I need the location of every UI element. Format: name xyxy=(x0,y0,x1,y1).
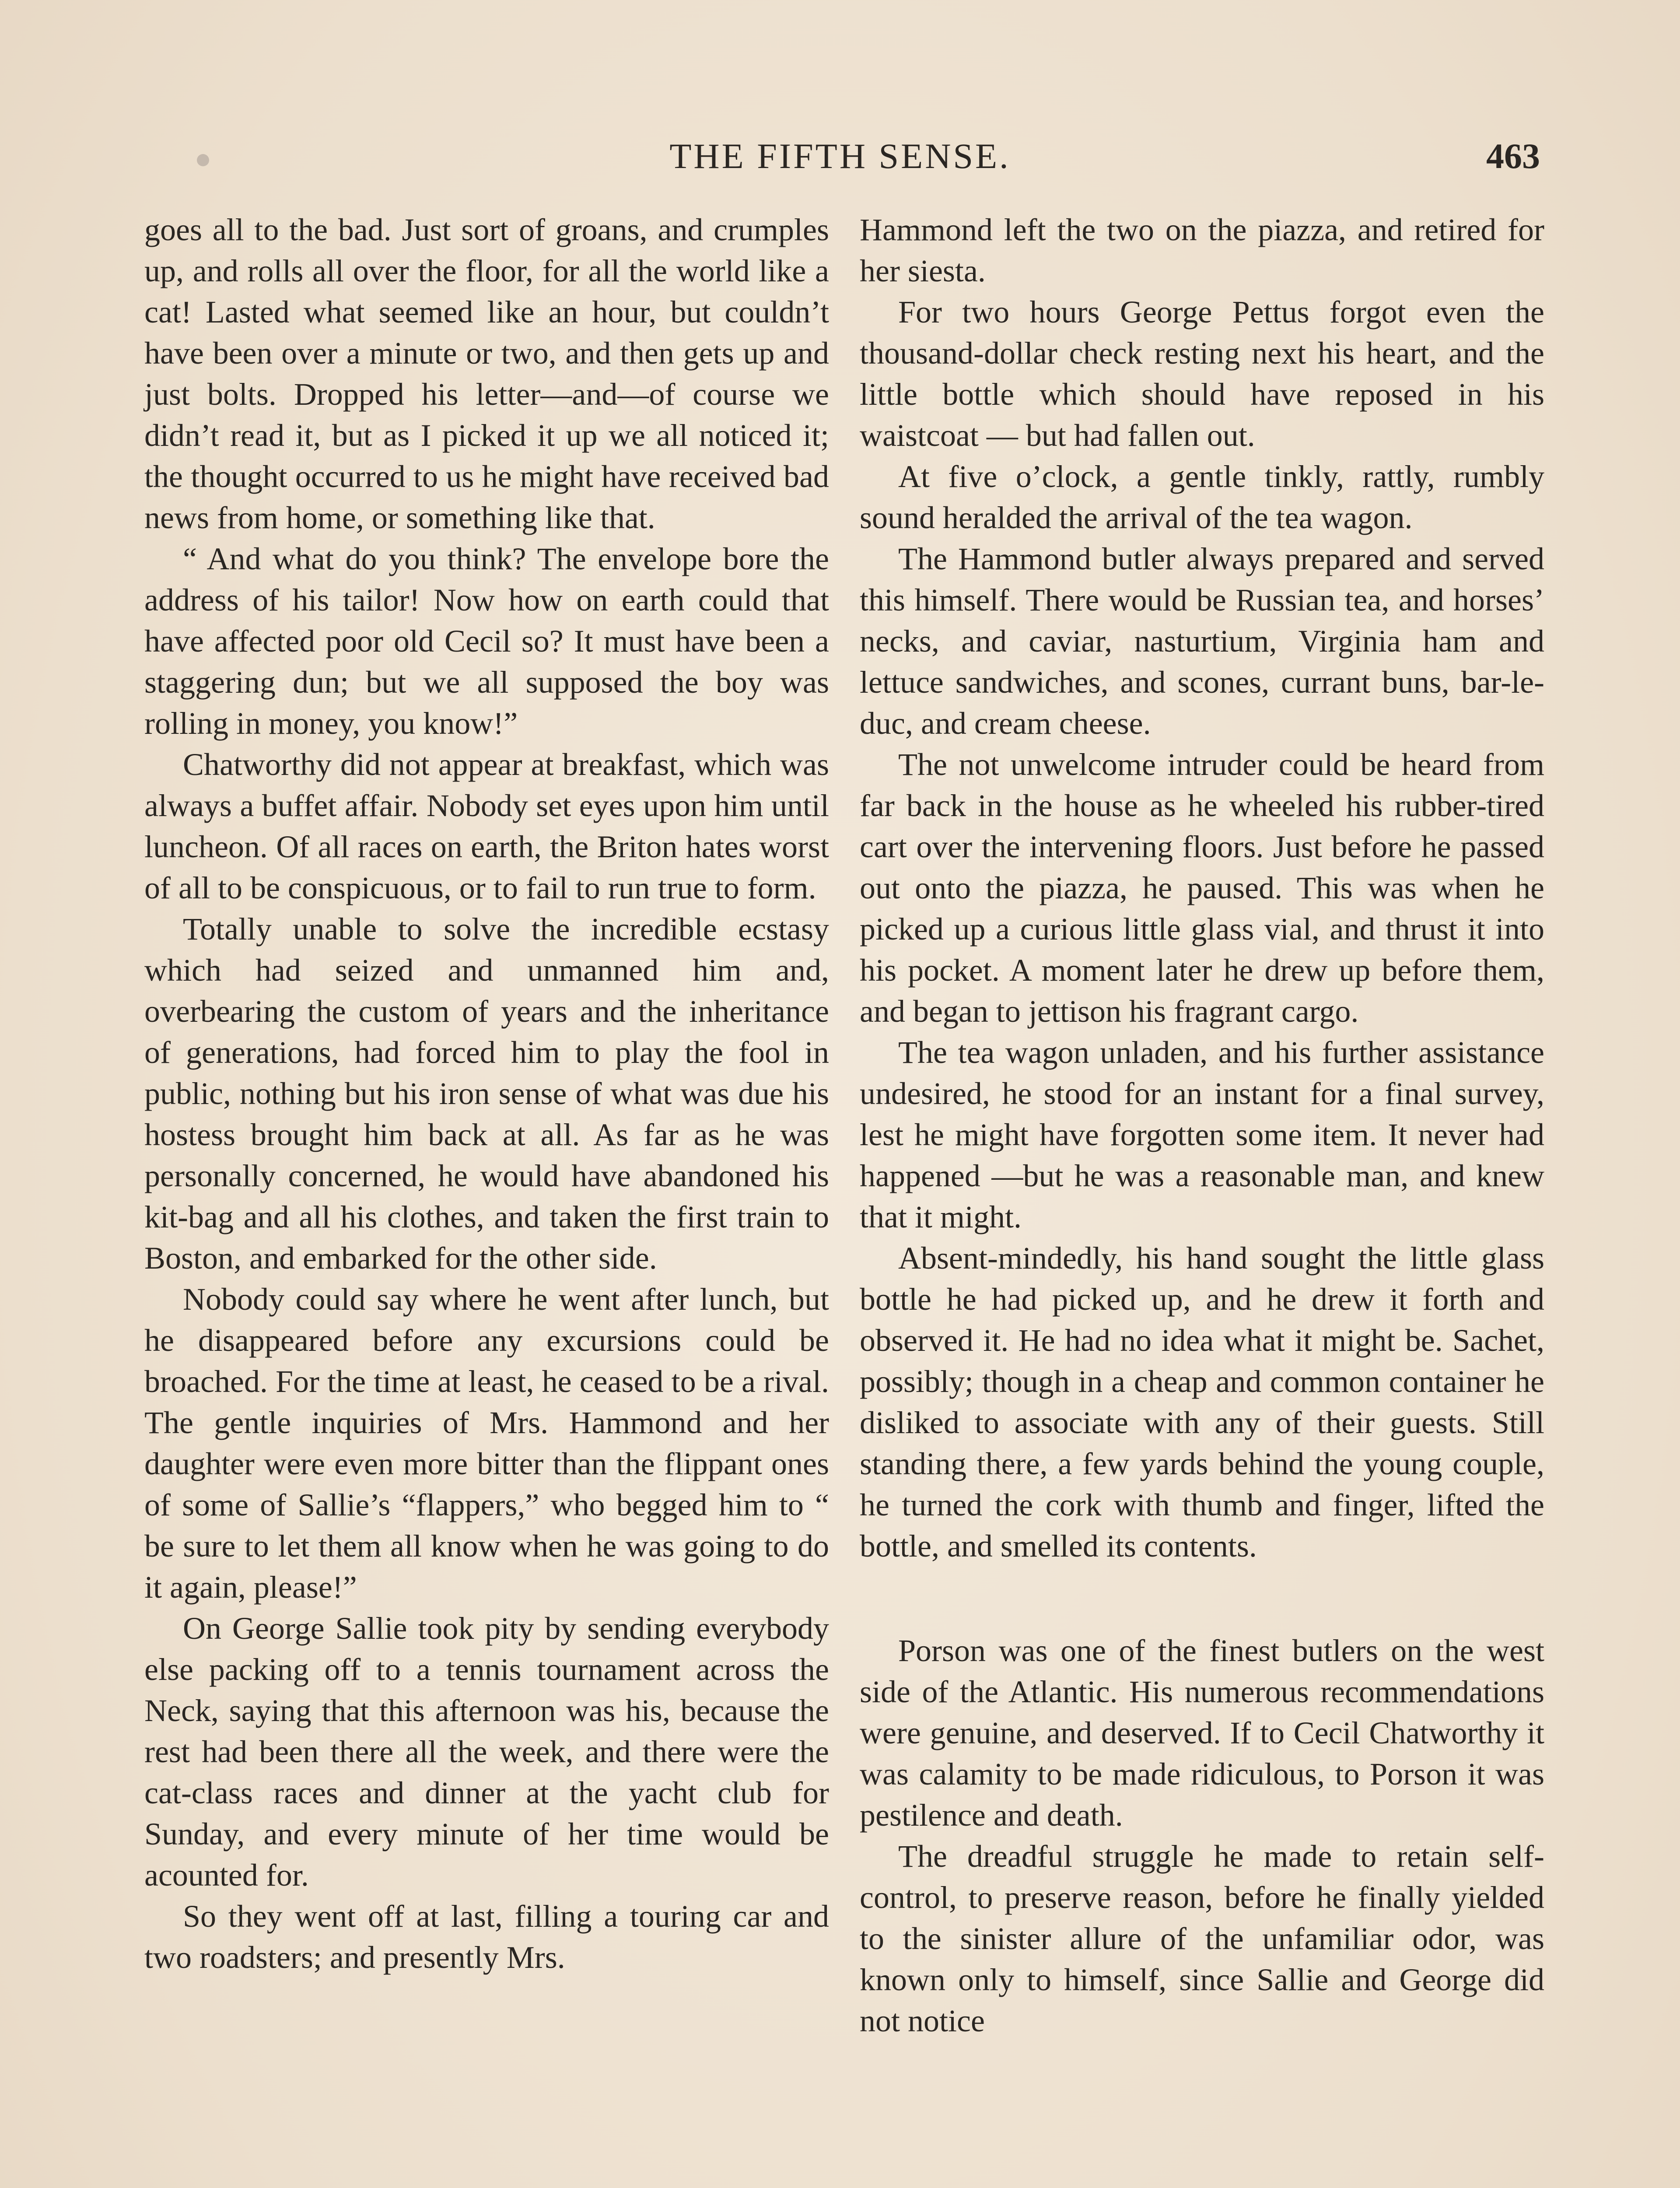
right-column xyxy=(860,209,1544,2041)
left-column xyxy=(144,209,829,1978)
paragraph: The dreadful struggle he made to retain self-control, to preserve reason, before he finally yielded to the sinister allure of the unfamiliar odor, was known only to himself, since Sallie and George did not notice xyxy=(860,1839,1544,2038)
paragraph: On George Sallie took pity by sending everybody else packing off to a tennis tournament across the Neck, saying that this afternoon was his, because the rest had been there all the week, and there were the cat-class races and dinner at the yacht club for Sunday, and every minute of her time would be acounted for. xyxy=(144,1611,829,1893)
paragraph: The tea wagon unladen, and his further assistance undesired, he stood for an instant for a final survey, lest he might have forgotten some item. It never had happened —but he was a reasonable man, and knew that it might. xyxy=(860,1035,1544,1234)
paragraph: So they went off at last, filling a touring car and two roadsters; and presently Mrs. xyxy=(144,1899,829,1975)
paragraph: goes all to the bad. Just sort of groans, and crumples up, and rolls all over the floor, for all the world like a cat! Lasted what seemed like an hour, but couldn’t have been over a minute or two, and then gets up and just bolts. Dropped his letter—and—of course we didn’t read it, but as I picked it up we all noticed it; the thought occurred to us he might have received bad news from home, or something like that. xyxy=(144,212,829,535)
paragraph: The Hammond butler always prepared and served this himself. There would be Russian tea, and horses’ necks, and caviar, nasturtium, Virginia ham and lettuce sandwiches, and scones, currant buns, bar-le-duc, and cream cheese. xyxy=(860,541,1544,741)
paragraph: Chatworthy did not appear at breakfast, which was always a buffet affair. Nobody set eyes upon him until luncheon. Of all races on earth, the Briton hates worst of all to be conspicuous, or to fail to run true to form. xyxy=(144,747,829,905)
page-number: 463 xyxy=(1486,136,1540,176)
paragraph: The not unwelcome intruder could be heard from far back in the house as he wheeled his rubber-tired cart over the intervening floors. Just before he passed out onto the piazza, he paused. This was when he picked up a curious little glass vial, and thrust it into his pocket. A moment later he drew up before them, and began to jettison his fragrant cargo. xyxy=(860,747,1544,1029)
paragraph: Hammond left the two on the piazza, and retired for her siesta. xyxy=(860,212,1544,288)
paragraph: “ And what do you think? The envelope bore the address of his tailor! Now how on earth could that have affected poor old Cecil so? It must have been a staggering dun; but we all supposed the boy was rolling in money, you know!” xyxy=(144,541,829,741)
page-header xyxy=(140,136,1540,179)
section-break xyxy=(860,1567,1544,1630)
running-head-title: THE FIFTH SENSE. xyxy=(669,136,1011,176)
paragraph: Totally unable to solve the incredible ecstasy which had seized and unmanned him and, overbearing the custom of years and the inheritance of generations, had forced him to play the fool in public, nothing but his iron sense of what was due his hostess brought him back at all. As far as he was personally concerned, he would have abandoned his kit-bag and all his clothes, and taken the first train to Boston, and embarked for the other side. xyxy=(144,912,829,1276)
paragraph: At five o’clock, a gentle tinkly, rattly, rumbly sound heralded the arrival of the tea wagon. xyxy=(860,459,1544,535)
paragraph: Nobody could say where he went after lunch, but he disappeared before any excursions could be broached. For the time at least, he ceased to be a rival. The gentle inquiries of Mrs. Hammond and her daughter were even more bitter than the flippant ones of some of Sallie’s “flappers,” who begged him to “ be sure to let them all know when he was going to do it again, please!” xyxy=(144,1282,829,1605)
paragraph: For two hours George Pettus forgot even the thousand-dollar check resting next his heart, and the little bottle which should have reposed in his waistcoat — but had fallen out. xyxy=(860,295,1544,453)
paragraph: Absent-mindedly, his hand sought the little glass bottle he had picked up, and he drew it forth and observed it. He had no idea what it might be. Sachet, possibly; though in a cheap and common container he disliked to associate with any of their guests. Still standing there, a few yards behind the young couple, he turned the cork with thumb and finger, lifted the bottle, and smelled its contents. xyxy=(860,1241,1544,1564)
paragraph: Porson was one of the finest butlers on the west side of the Atlantic. His numerous recommendations were genuine, and deserved. If to Cecil Chatworthy it was calamity to be made ridiculous, to Porson it was pestilence and death. xyxy=(860,1633,1544,1833)
